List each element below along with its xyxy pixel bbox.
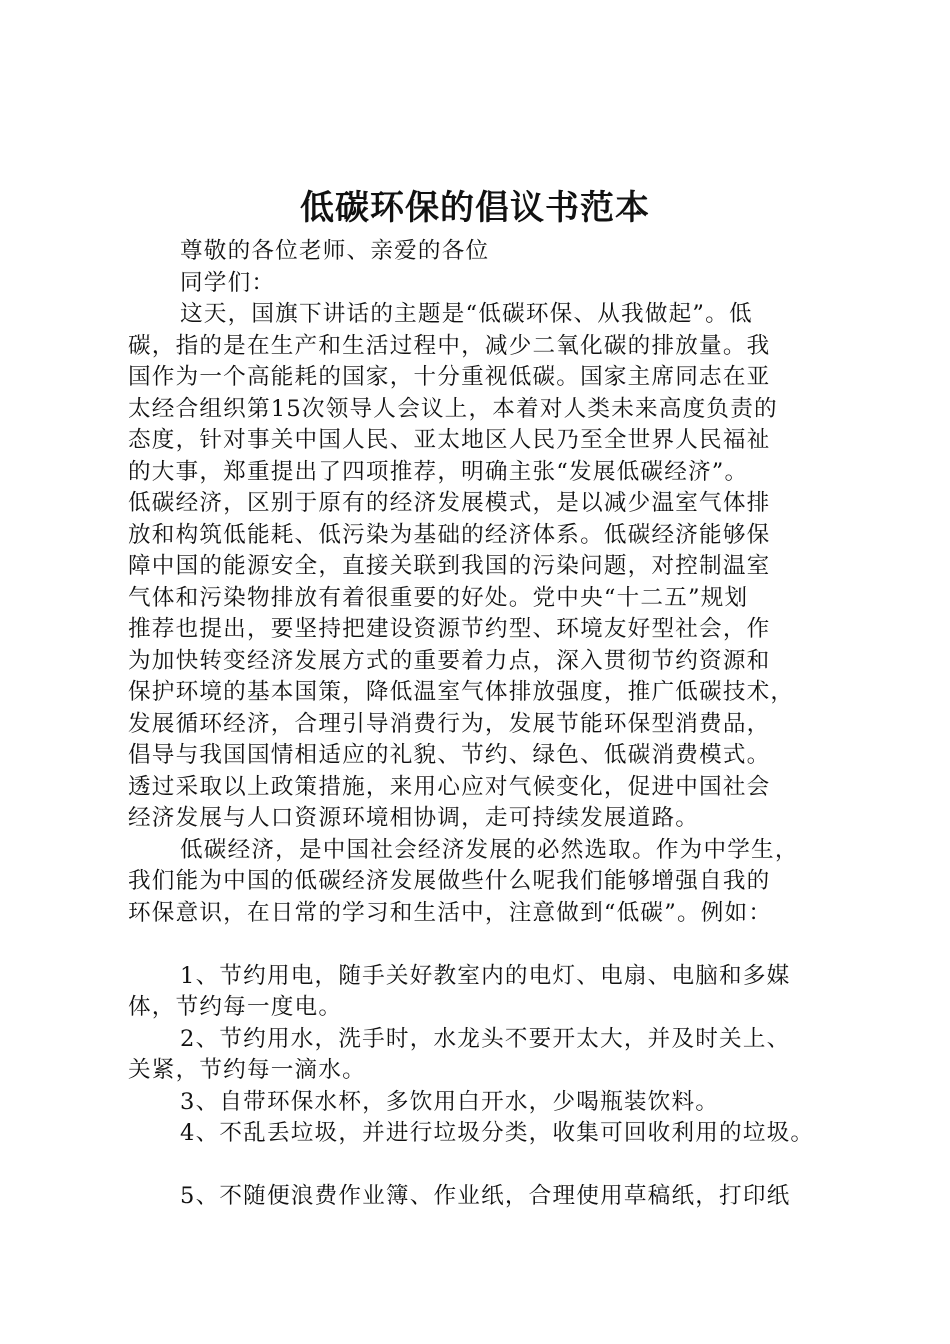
paragraph-line: 碳，指的是在生产和生活过程中，减少二氧化碳的排放量。我 — [128, 332, 771, 359]
paragraph-line: 气体和污染物排放有着很重要的好处。党中央“十二五”规划 — [128, 584, 749, 611]
paragraph-line: 这天，国旗下讲话的主题是“低碳环保、从我做起”。低 — [180, 301, 753, 327]
paragraph-line: 推荐也提出，要坚持把建设资源节约型、环境友好型社会，作 — [128, 616, 771, 642]
paragraph-line: 我们能为中国的低碳经济发展做些什么呢我们能够增强自我的 — [128, 868, 771, 894]
paragraph-line: 低碳经济，区别于原有的经济发展模式，是以减少温室气体排 — [128, 490, 771, 516]
paragraph-line: 的大事，郑重提出了四项推荐，明确主张“发展低碳经济”。 — [128, 458, 749, 485]
blank-line — [128, 929, 852, 961]
list-item-line: 5、不随便浪费作业簿、作业纸，合理使用草稿纸，打印纸 — [180, 1183, 791, 1209]
paragraph-line: 障中国的能源安全，直接关联到我国的污染问题，对控制温室 — [128, 553, 771, 579]
paragraph-line: 太经合组织第15次领导人会议上，本着对人类未来高度负责的 — [128, 395, 778, 422]
paragraph-line: 发展循环经济，合理引导消费行为，发展节能环保型消费品， — [128, 710, 771, 737]
blank-line — [128, 1150, 852, 1182]
paragraph-line: 国作为一个高能耗的国家，十分重视低碳。国家主席同志在亚 — [128, 364, 771, 390]
salutation-line: 尊敬的各位老师、亲爱的各位 — [180, 238, 490, 264]
list-item-line: 4、不乱丢垃圾，并进行垃圾分类，收集可回收利用的垃圾。 — [180, 1120, 815, 1146]
paragraph-line: 倡导与我国国情相适应的礼貌、节约、绿色、低碳消费模式。 — [128, 742, 771, 768]
list-item-line: 关紧，节约每一滴水。 — [128, 1057, 366, 1083]
paragraph-line: 保护环境的基本国策，降低温室气体排放强度，推广低碳技术， — [128, 679, 795, 705]
document-body — [128, 236, 852, 1213]
list-item-line: 3、自带环保水杯，多饮用白开水，少喝瓶装饮料。 — [180, 1088, 720, 1115]
paragraph-line: 环保意识，在日常的学习和生活中，注意做到“低碳”。例如： — [128, 899, 773, 926]
paragraph-line: 经济发展与人口资源环境相协调，走可持续发展道路。 — [128, 805, 700, 831]
list-item-line: 2、节约用水，洗手时，水龙头不要开太大，并及时关上、 — [180, 1025, 791, 1052]
salutation-line: 同学们： — [180, 269, 276, 296]
paragraph-line: 放和构筑低能耗、低污染为基础的经济体系。低碳经济能够保 — [128, 521, 771, 548]
paragraph-line: 透过采取以上政策措施，来用心应对气候变化，促进中国社会 — [128, 773, 771, 800]
document-title: 低碳环保的倡议书范本 — [300, 188, 650, 228]
list-item-line: 1、节约用电，随手关好教室内的电灯、电扇、电脑和多媒 — [180, 962, 791, 989]
list-item-line: 体，节约每一度电。 — [128, 994, 343, 1020]
paragraph-line: 低碳经济，是中国社会经济发展的必然选取。作为中学生， — [180, 836, 799, 863]
paragraph-line: 态度，针对事关中国人民、亚太地区人民乃至全世界人民福祉 — [128, 427, 771, 453]
paragraph-line: 为加快转变经济发展方式的重要着力点，深入贯彻节约资源和 — [128, 647, 771, 674]
